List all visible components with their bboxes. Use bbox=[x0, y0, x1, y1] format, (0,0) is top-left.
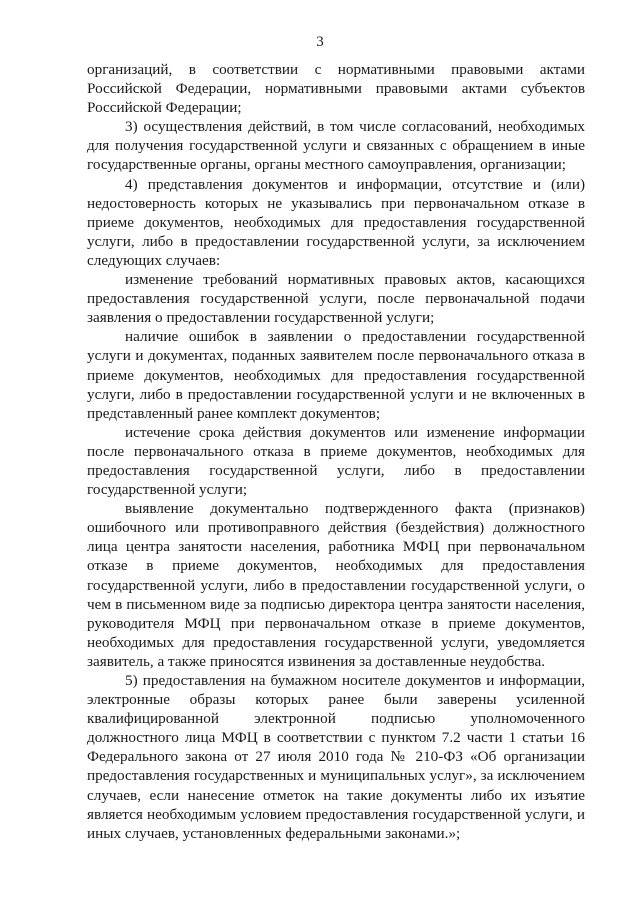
document-body bbox=[87, 60, 585, 843]
paragraph-case-errors: наличие ошибок в заявлении о предоставлении государственной услуги и документах, поданных заявителем после первоначального отказа в приеме документов, необходимых для предоставления государственной услуги, либо в предоставлении государственной услуги и не включенных в представленный ранее комплект документов; bbox=[87, 328, 585, 422]
paragraph-case-expiry: истечение срока действия документов или изменение информации после первоначального отказа в приеме документов, необходимых для предоставления государственной услуги, либо в предоставлении государственной услуги; bbox=[87, 423, 585, 499]
paragraph-item-4: 4) представления документов и информации, отсутствие и (или) недостоверность которых не указывались при первоначальном отказе в приеме документов, необходимых для предоставления государственной услуги, либо в предоставлении государственной услуги, за исключением следующих случаев: bbox=[87, 175, 585, 269]
paragraph-case-misconduct: выявление документально подтвержденного факта (признаков) ошибочного или противоправного действия (бездействия) должностного лица центра занятости населения, работника МФЦ при первоначальном отказе в приеме документов, необходимых для предоставления государственной услуги, либо в предоставлении государственной услуги, о чем в письменном виде за подписью директора центра занятости населения, руководителя МФЦ при первоначальном отказе в приеме документов, необходимых для предоставления государственной услуги, уведомляется заявитель, а также приносятся извинения за доставленные неудобства. bbox=[87, 500, 585, 670]
paragraph-continuation: организаций, в соответствии с нормативными правовыми актами Российской Федерации, нормативными правовыми актами субъектов Российской Федерации; bbox=[87, 61, 585, 117]
paragraph-item-3: 3) осуществления действий, в том числе согласований, необходимых для получения государственной услуги и связанных с обращением в иные государственные органы, органы местного самоуправления, организации; bbox=[87, 118, 585, 174]
paragraph-case-requirements-change: изменение требований нормативных правовых актов, касающихся предоставления государственной услуги, после первоначальной подачи заявления о предоставлении государственной услуги; bbox=[87, 271, 585, 327]
page-number: 3 bbox=[316, 34, 324, 50]
paragraph-item-5: 5) предоставления на бумажном носителе документов и информации, электронные образы которых ранее были заверены усиленной квалифицированной электронной подписью уполномоченного должностного лица МФЦ в соответствии с пунктом 7.2 части 1 статьи 16 Федерального закона от 27 июля 2010 года № 210-ФЗ «Об организации предоставления государственных и муниципальных услуг», за исключением случаев, если нанесение отметок на такие документы либо их изъятие является необходимым условием предоставления государственной услуги, и иных случаев, установленных федеральными законами.»; bbox=[87, 672, 585, 842]
